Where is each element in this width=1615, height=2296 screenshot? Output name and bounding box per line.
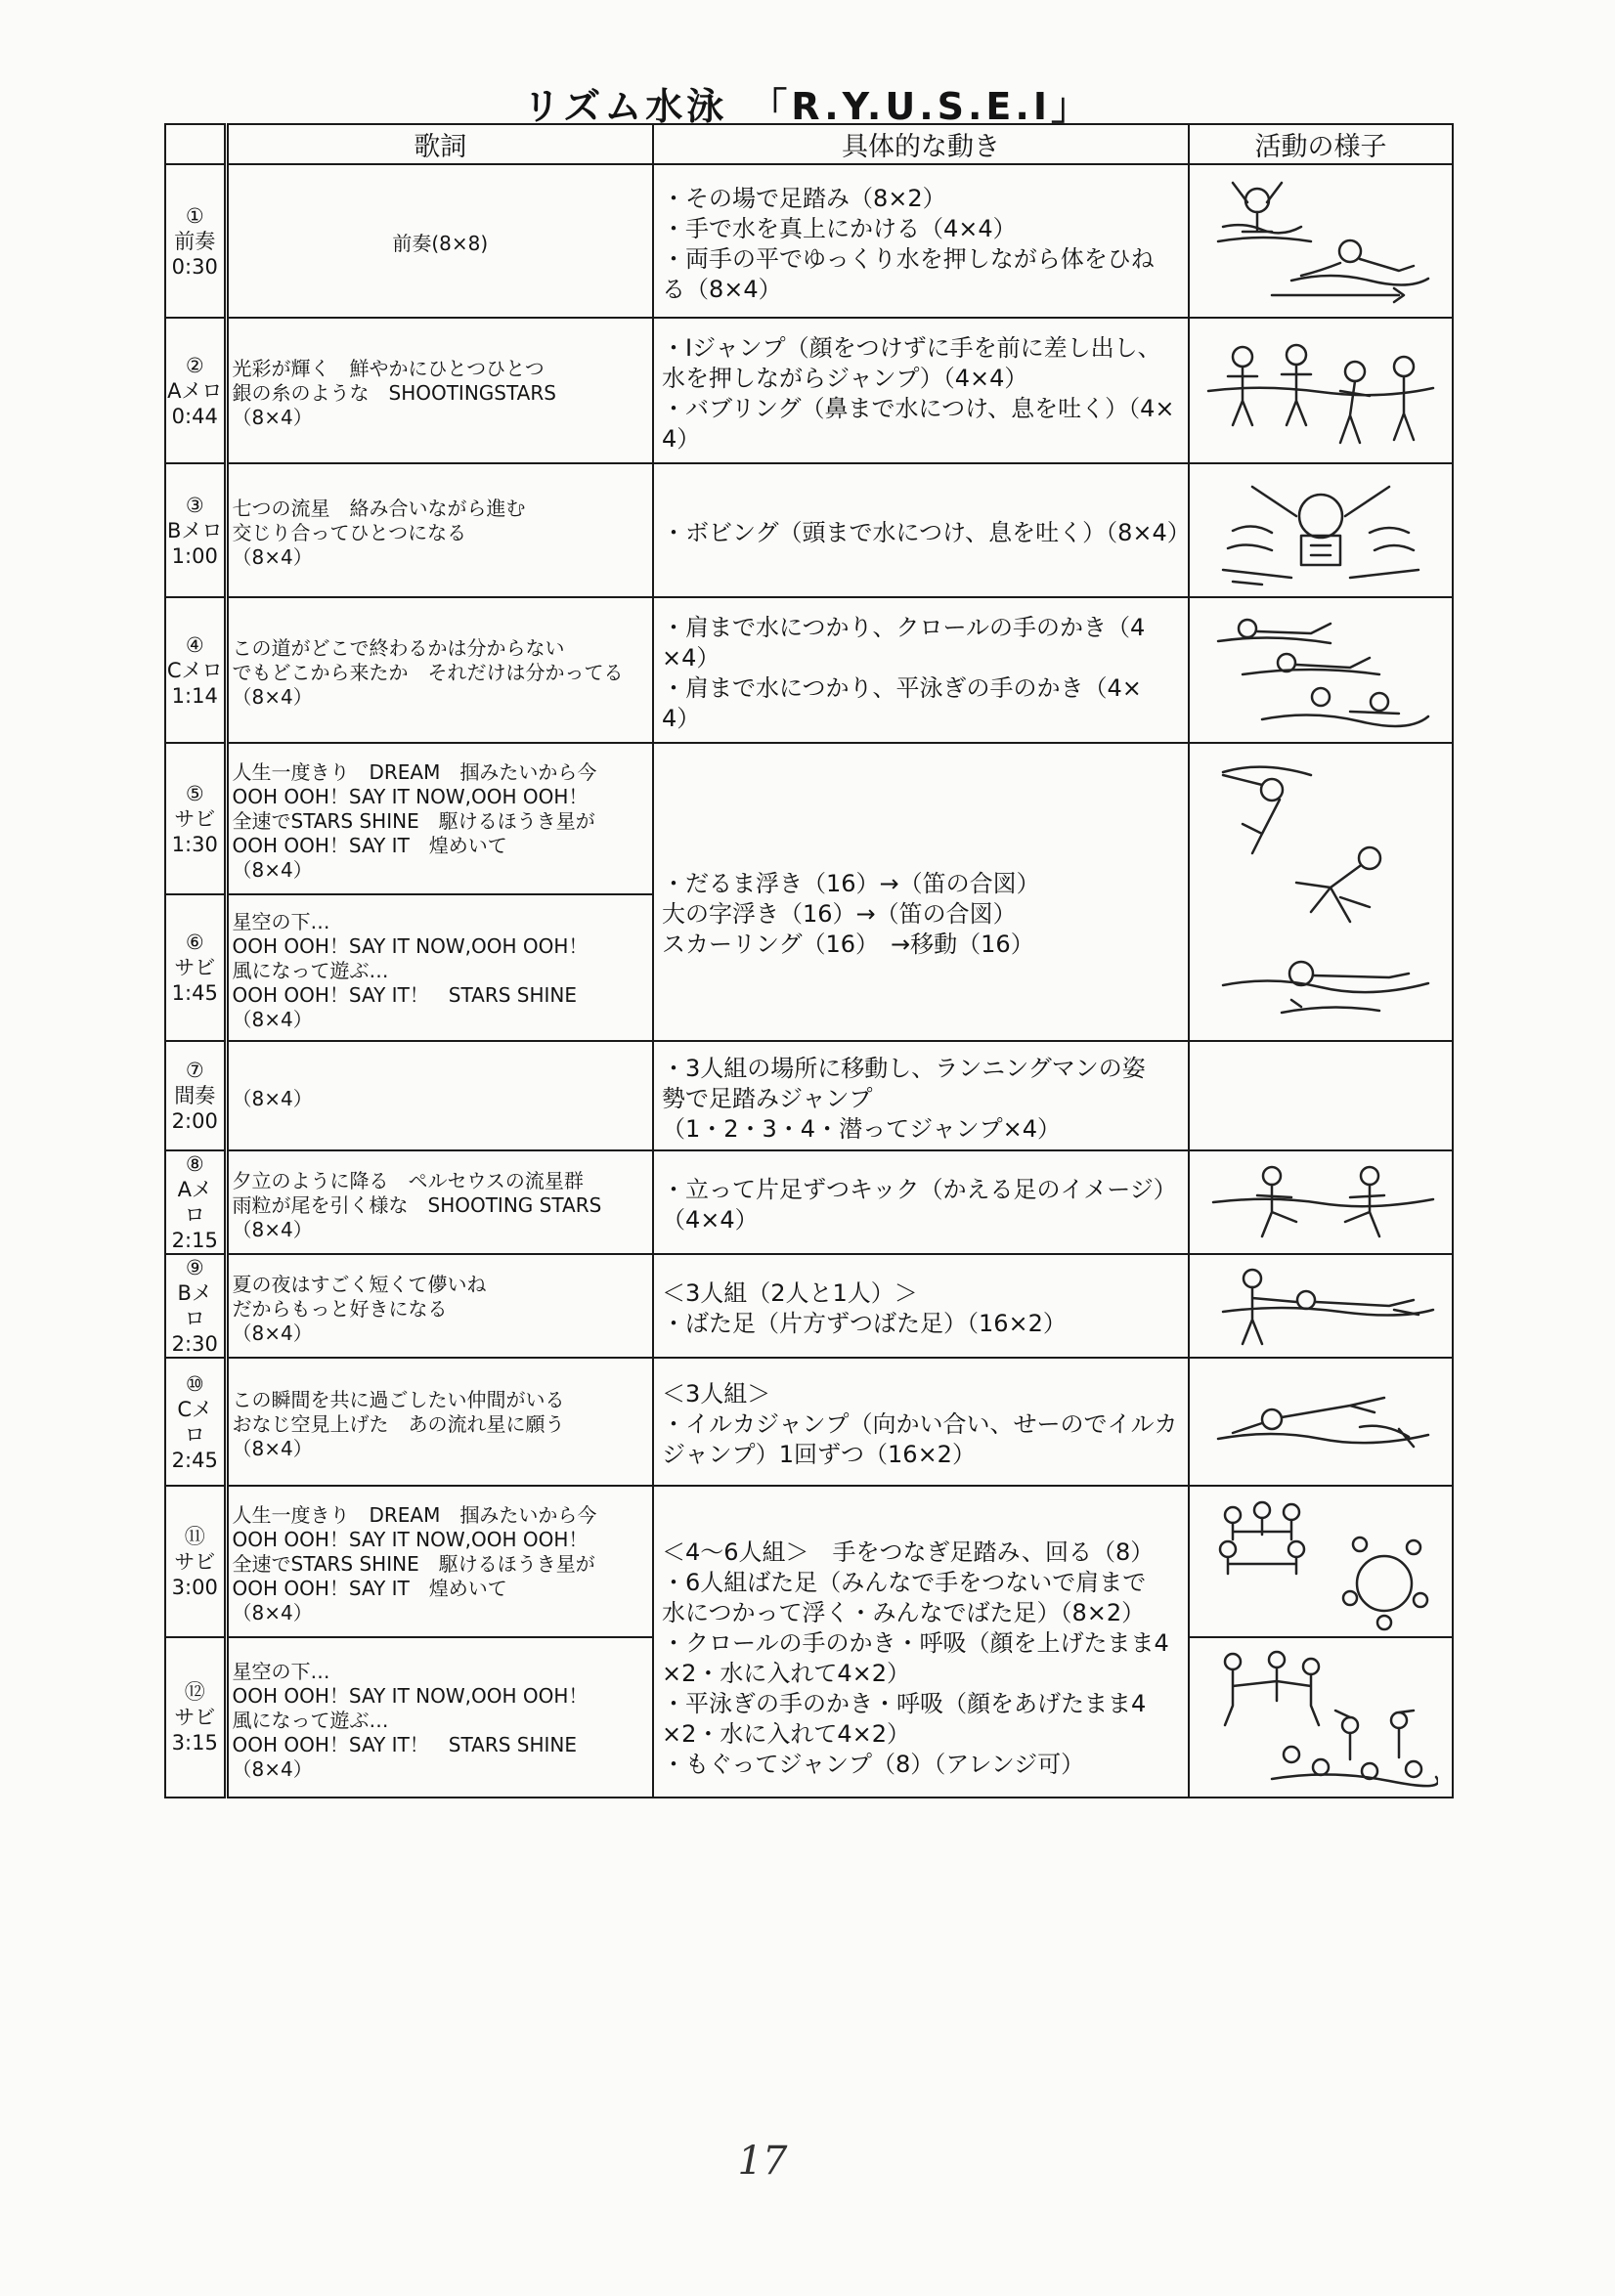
movement-line: ・手で水を真上にかける（4×4） bbox=[662, 214, 1017, 242]
movement-line: ＜3人組（2人と1人）＞ bbox=[662, 1279, 918, 1307]
movement-line: 大の字浮き（16）→（笛の合図） bbox=[662, 900, 1017, 928]
section-part: Aメ bbox=[177, 1178, 212, 1201]
section-part: サビ bbox=[174, 1706, 216, 1729]
lyrics-line: OOH OOH！SAY IT 煌めいて bbox=[232, 834, 507, 857]
movement-line: ・イルカジャンプ（向かい合い、せーのでイルカ bbox=[662, 1410, 1178, 1438]
section-time: 0:44 bbox=[171, 404, 218, 428]
section-part: Cメロ bbox=[166, 658, 223, 682]
table-row bbox=[165, 318, 1453, 463]
table-row bbox=[165, 164, 1453, 318]
table-row bbox=[165, 597, 1453, 743]
lyrics-line: OOH OOH！SAY IT NOW,OOH OOH！ bbox=[232, 933, 589, 958]
arm-stroke-illustration bbox=[1203, 604, 1438, 736]
table-row bbox=[165, 1150, 1453, 1254]
movement-line: ・バブリング（鼻まで水につけ、息を吐く）（4× bbox=[662, 394, 1175, 422]
movement-line: る（8×4） bbox=[662, 275, 782, 303]
floating-poses-illustration bbox=[1203, 751, 1438, 1034]
movement-cell bbox=[653, 1150, 1189, 1254]
lyrics-cell bbox=[226, 318, 653, 463]
section-number: ⑦ bbox=[185, 1059, 204, 1082]
header-section bbox=[165, 124, 226, 164]
lyrics-cell bbox=[226, 1358, 653, 1486]
activity-cell bbox=[1189, 1254, 1453, 1358]
movement-line: ・肩まで水につかり、平泳ぎの手のかき（4× bbox=[662, 673, 1142, 702]
pair-kick-illustration bbox=[1203, 1261, 1438, 1351]
lyrics-line: （8×4） bbox=[232, 1007, 313, 1031]
lyrics-cell bbox=[226, 743, 653, 894]
section-cell bbox=[165, 1254, 226, 1358]
section-cell bbox=[165, 743, 226, 894]
lyrics-cell bbox=[226, 1637, 653, 1798]
movement-line: ＜3人組＞ bbox=[662, 1380, 771, 1408]
swimmer-splash-illustration bbox=[1203, 173, 1438, 310]
section-part-2: ロ bbox=[184, 1203, 205, 1227]
section-time: 2:30 bbox=[171, 1332, 218, 1356]
movement-line: ×2・水に入れて4×2） bbox=[662, 1719, 911, 1748]
section-time: 1:14 bbox=[171, 683, 218, 708]
lyrics-line: 銀の糸のような SHOOTINGSTARS bbox=[232, 381, 556, 405]
section-number: ④ bbox=[185, 632, 204, 657]
movement-line: ・6人組ばた足（みんなで手をつないで肩まで bbox=[662, 1568, 1147, 1596]
lyrics-line: （8×4） bbox=[232, 1321, 313, 1345]
section-number: ⑫ bbox=[184, 1680, 205, 1704]
activity-cell bbox=[1189, 1358, 1453, 1486]
movement-line: ・Iジャンプ（顔をつけずに手を前に差し出し、 bbox=[662, 333, 1161, 362]
section-part: サビ bbox=[174, 1549, 216, 1574]
section-number: ⑥ bbox=[185, 931, 204, 954]
section-time: 2:45 bbox=[171, 1448, 218, 1472]
lyrics-line: （8×4） bbox=[232, 685, 313, 709]
movement-cell bbox=[653, 463, 1189, 597]
rhythm-swim-table bbox=[164, 123, 1454, 1798]
section-part: Bメロ bbox=[167, 518, 223, 542]
lyrics-cell bbox=[226, 1486, 653, 1637]
section-number: ⑨ bbox=[185, 1256, 204, 1279]
movement-line: ・3人組の場所に移動し、ランニングマンの姿 bbox=[662, 1054, 1146, 1082]
section-part-2: ロ bbox=[184, 1307, 205, 1330]
movement-line: ×2・水に入れて4×2） bbox=[662, 1659, 911, 1687]
section-number: ② bbox=[185, 353, 204, 377]
movement-line: 勢で足踏みジャンプ bbox=[662, 1084, 873, 1112]
dolphin-jump-illustration bbox=[1203, 1368, 1438, 1476]
lyrics-line: （8×4） bbox=[232, 1086, 313, 1110]
bobbing-illustration bbox=[1203, 472, 1438, 589]
movement-line: ・もぐってジャンプ（8）（アレンジ可） bbox=[662, 1750, 1085, 1778]
lyrics-cell bbox=[226, 164, 653, 318]
lyrics-line: 風になって遊ぶ… bbox=[232, 958, 389, 982]
lyrics-line: 星空の下… bbox=[232, 909, 330, 933]
children-jumping-illustration bbox=[1203, 327, 1438, 455]
section-cell bbox=[165, 318, 226, 463]
section-cell bbox=[165, 1486, 226, 1637]
section-time: 0:30 bbox=[171, 254, 218, 279]
section-time: 1:30 bbox=[171, 832, 218, 856]
movement-line: ＜4～6人組＞ 手をつなぎ足踏み、回る（8） bbox=[662, 1538, 1155, 1566]
movement-line: （4×4） bbox=[662, 1206, 759, 1234]
section-time: 2:00 bbox=[171, 1109, 218, 1133]
lyrics-line: OOH OOH！SAY IT！ STARS SHINE bbox=[232, 982, 578, 1007]
movement-cell bbox=[653, 1041, 1189, 1150]
lyrics-line: この瞬間を共に過ごしたい仲間がいる bbox=[232, 1388, 565, 1411]
movement-line: ・ボビング（頭まで水につけ、息を吐く）（8×4） bbox=[662, 519, 1191, 546]
section-part: サビ bbox=[174, 956, 216, 979]
movement-line: ・平泳ぎの手のかき・呼吸（顔をあげたまま4 bbox=[662, 1689, 1147, 1717]
table-row bbox=[165, 1041, 1453, 1150]
table-row bbox=[165, 1254, 1453, 1358]
header-movement: 具体的な動き bbox=[653, 124, 1189, 164]
movement-line: （1・2・3・4・潜ってジャンプ×4） bbox=[662, 1114, 1061, 1143]
section-cell bbox=[165, 1041, 226, 1150]
section-part: Bメ bbox=[177, 1281, 212, 1305]
lyrics-cell bbox=[226, 894, 653, 1041]
movement-line: 4） bbox=[662, 424, 701, 453]
page-title: リズム水泳 「R.Y.U.S.E.I」 bbox=[523, 85, 1092, 128]
section-time: 2:15 bbox=[171, 1229, 218, 1252]
section-part: Aメロ bbox=[167, 378, 223, 403]
group-jump-illustration bbox=[1203, 1642, 1438, 1794]
movement-line: ・その場で足踏み（8×2） bbox=[662, 184, 946, 212]
activity-cell bbox=[1189, 1486, 1453, 1637]
lyrics-line: 夏の夜はすごく短くて儚いね bbox=[232, 1272, 487, 1296]
header-lyrics: 歌詞 bbox=[226, 124, 653, 164]
section-number: ⑪ bbox=[184, 1524, 205, 1548]
section-number: ③ bbox=[185, 493, 204, 517]
section-part: 間奏 bbox=[174, 1084, 216, 1107]
lyrics-line: OOH OOH！SAY IT NOW,OOH OOH！ bbox=[232, 1528, 589, 1551]
lyrics-line: 全速でSTARS SHINE 駆けるほうき星が bbox=[232, 809, 595, 833]
movement-cell bbox=[653, 318, 1189, 463]
movement-cell bbox=[653, 1254, 1189, 1358]
lyrics-line: 前奏(8×8) bbox=[392, 232, 489, 255]
movement-line: 水を押しながらジャンプ）（4×4） bbox=[662, 364, 1028, 392]
section-cell bbox=[165, 894, 226, 1041]
lyrics-line: だからもっと好きになる bbox=[232, 1296, 448, 1321]
lyrics-line: （8×4） bbox=[232, 1601, 313, 1625]
movement-line: ×4） bbox=[662, 643, 720, 671]
section-cell bbox=[165, 1637, 226, 1798]
section-cell bbox=[165, 1358, 226, 1486]
section-number: ① bbox=[185, 203, 204, 228]
lyrics-line: この道がどこで終わるかは分からない bbox=[232, 636, 565, 660]
lyrics-cell bbox=[226, 463, 653, 597]
section-part: サビ bbox=[174, 806, 216, 831]
table-row bbox=[165, 1486, 1453, 1637]
movement-line: スカーリング（16） →移動（16） bbox=[662, 931, 1034, 958]
section-part: Cメ bbox=[177, 1397, 213, 1421]
header-activity: 活動の様子 bbox=[1189, 124, 1453, 164]
section-time: 3:15 bbox=[171, 1731, 218, 1754]
header-row bbox=[165, 124, 1453, 164]
lyrics-line: 星空の下… bbox=[232, 1659, 330, 1683]
section-number: ⑤ bbox=[185, 781, 204, 805]
group-circle-illustration bbox=[1203, 1491, 1438, 1632]
lyrics-line: OOH OOH！SAY IT！ STARS SHINE bbox=[232, 1732, 578, 1756]
page-number: 17 bbox=[737, 2139, 788, 2184]
lyrics-cell bbox=[226, 597, 653, 743]
section-part: 前奏 bbox=[174, 229, 216, 253]
frog-kick-illustration bbox=[1203, 1158, 1438, 1246]
lyrics-line: OOH OOH！SAY IT NOW,OOH OOH！ bbox=[232, 1683, 589, 1708]
lyrics-line: （8×4） bbox=[232, 545, 313, 569]
table-row bbox=[165, 463, 1453, 597]
lyrics-line: 光彩が輝く 鮮やかにひとつひとつ bbox=[232, 357, 545, 380]
activity-cell bbox=[1189, 1637, 1453, 1798]
lyrics-line: （8×4） bbox=[232, 1756, 313, 1781]
movement-cell bbox=[653, 743, 1189, 1041]
lyrics-line: 七つの流星 絡み合いながら進む bbox=[232, 497, 526, 520]
movement-line: ・両手の平でゆっくり水を押しながら体をひね bbox=[662, 244, 1155, 273]
movement-cell bbox=[653, 597, 1189, 743]
activity-cell bbox=[1189, 597, 1453, 743]
lyrics-line: でもどこから来たか それだけは分かってる bbox=[232, 661, 624, 684]
movement-line: ・クロールの手のかき・呼吸（顔を上げたまま4 bbox=[662, 1628, 1169, 1657]
lyrics-line: 交じり合ってひとつになる bbox=[232, 521, 467, 544]
table-row bbox=[165, 1358, 1453, 1486]
lyrics-line: （8×4） bbox=[232, 406, 313, 429]
lyrics-cell bbox=[226, 1254, 653, 1358]
lyrics-line: 全速でSTARS SHINE 駆けるほうき星が bbox=[232, 1552, 595, 1576]
lyrics-line: 人生一度きり DREAM 掴みたいから今 bbox=[232, 1503, 597, 1527]
section-part-2: ロ bbox=[184, 1422, 205, 1447]
lyrics-line: （8×4） bbox=[232, 1437, 313, 1460]
section-number: ⑧ bbox=[185, 1152, 204, 1176]
activity-cell bbox=[1189, 1041, 1453, 1150]
movement-line: ジャンプ）1回ずつ（16×2） bbox=[662, 1441, 976, 1468]
section-cell bbox=[165, 1150, 226, 1254]
movement-cell bbox=[653, 164, 1189, 318]
section-cell bbox=[165, 463, 226, 597]
section-cell bbox=[165, 597, 226, 743]
movement-line: ・立って片足ずつキック（かえる足のイメージ） bbox=[662, 1176, 1177, 1203]
section-time: 3:00 bbox=[171, 1575, 218, 1599]
movement-cell bbox=[653, 1486, 1189, 1798]
lyrics-cell bbox=[226, 1041, 653, 1150]
activity-cell bbox=[1189, 1150, 1453, 1254]
lyrics-line: OOH OOH！SAY IT 煌めいて bbox=[232, 1577, 507, 1600]
lyrics-line: 人生一度きり DREAM 掴みたいから今 bbox=[232, 760, 597, 784]
section-number: ⑩ bbox=[185, 1371, 204, 1396]
section-cell bbox=[165, 164, 226, 318]
movement-line: 水につかって浮く・みんなでばた足）（8×2） bbox=[662, 1598, 1146, 1626]
activity-cell bbox=[1189, 164, 1453, 318]
movement-line: ・肩まで水につかり、クロールの手のかき（4 bbox=[662, 613, 1146, 641]
lyrics-line: おなじ空見上げた あの流れ星に願う bbox=[232, 1412, 565, 1436]
section-time: 1:45 bbox=[171, 981, 218, 1005]
lyrics-line: 雨粒が尾を引く様な SHOOTING STARS bbox=[232, 1192, 602, 1217]
movement-line: 4） bbox=[662, 704, 701, 732]
lyrics-line: 風になって遊ぶ… bbox=[232, 1708, 389, 1732]
lyrics-line: （8×4） bbox=[232, 1217, 313, 1241]
activity-cell bbox=[1189, 318, 1453, 463]
section-time: 1:00 bbox=[171, 543, 218, 568]
activity-cell bbox=[1189, 463, 1453, 597]
lyrics-line: 夕立のように降る ペルセウスの流星群 bbox=[232, 1168, 584, 1192]
movement-line: ・だるま浮き（16）→（笛の合図） bbox=[662, 870, 1040, 897]
movement-cell bbox=[653, 1358, 1189, 1486]
lyrics-line: （8×4） bbox=[232, 858, 313, 882]
lyrics-cell bbox=[226, 1150, 653, 1254]
movement-line: ・ばた足（片方ずつばた足）（16×2） bbox=[662, 1310, 1067, 1337]
table-row bbox=[165, 743, 1453, 894]
activity-cell bbox=[1189, 743, 1453, 1041]
lyrics-line: OOH OOH！SAY IT NOW,OOH OOH！ bbox=[232, 785, 589, 808]
